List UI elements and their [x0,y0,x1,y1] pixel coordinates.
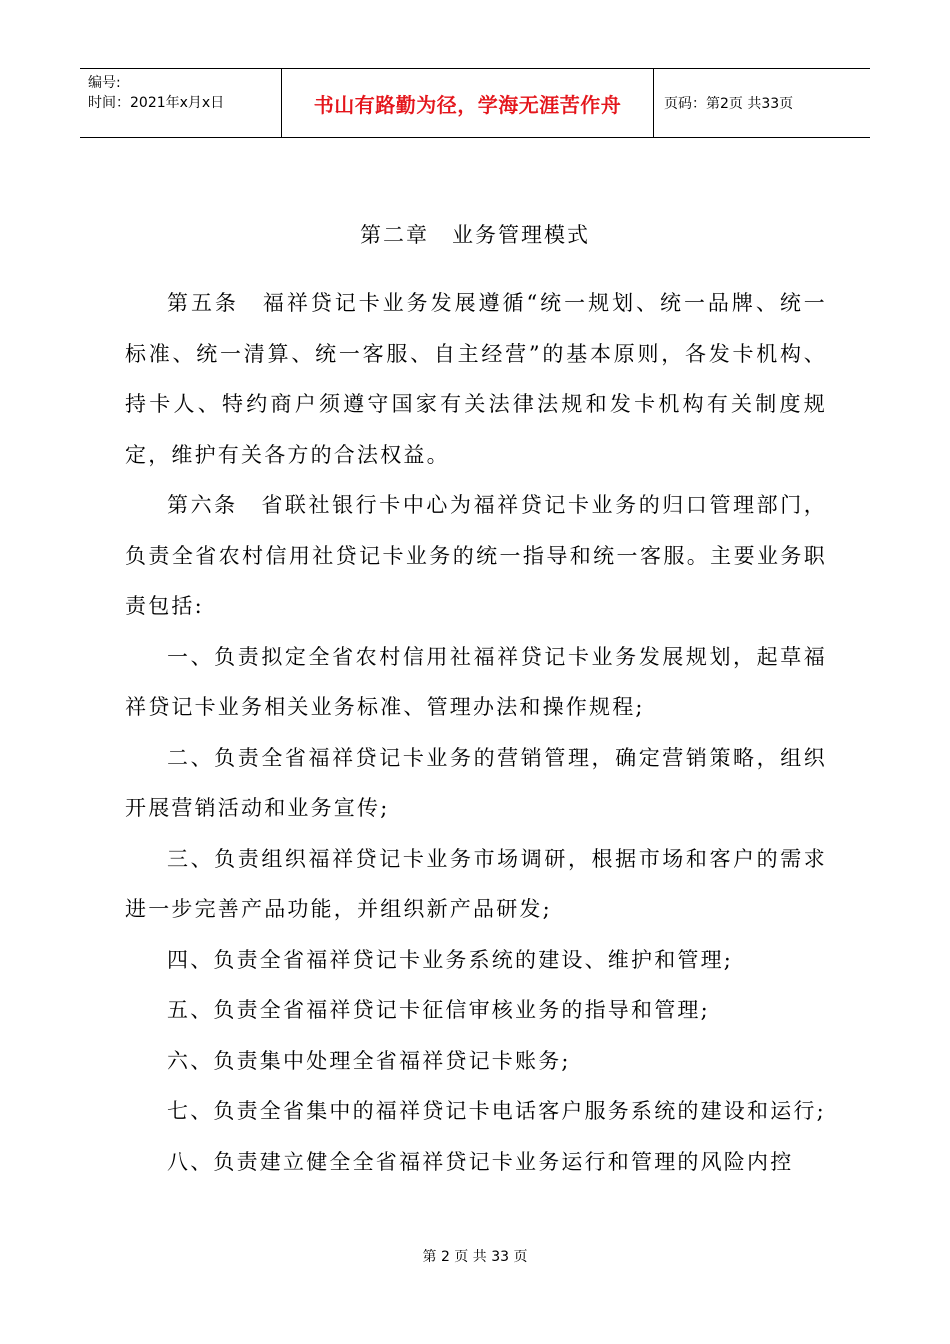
duty-item-3: 三、负责组织福祥贷记卡业务市场调研，根据市场和客户的需求进一步完善产品功能，并组织新产品研发; [125,846,827,921]
header-meta [80,69,282,137]
document-body [125,278,827,1187]
header-motto [282,69,654,137]
motto-text: 书山有路勤为径，学海无涯苦作舟 [313,92,622,117]
duty-item-6: 六、负责集中处理全省福祥贷记卡账务; [167,1048,571,1073]
duty-item-1: 一、负责拟定全省农村信用社福祥贷记卡业务发展规划，起草福祥贷记卡业务相关业务标准、管理办法和操作规程; [125,644,827,719]
article-6: 第六条 省联社银行卡中心为福祥贷记卡业务的归口管理部门，负责全省农村信用社贷记卡业务的统一指导和统一客服。主要业务职责包括: [125,493,827,618]
duty-item-5: 五、负责全省福祥贷记卡征信审核业务的指导和管理; [167,998,710,1022]
page-footer: 第 2 页 共 33 页 [422,1249,528,1265]
page-info-text: 页码：第2页 共33页 [664,96,794,112]
article-5: 第五条 福祥贷记卡业务发展遵循“统一规划、统一品牌、统一标准、统一清算、统一客服、自主经营”的基本原则，各发卡机构、持卡人、特约商户须遵守国家有关法律法规和发卡机构有关制度规定，维护有关各方的合法权益。 [125,291,827,467]
header-page-info [654,69,870,137]
duty-item-7: 七、负责全省集中的福祥贷记卡电话客户服务系统的建设和运行; [167,1099,826,1123]
number-label: 编号: [88,75,121,91]
duty-item-8: 八、负责建立健全全省福祥贷记卡业务运行和管理的风险内控 [167,1149,794,1174]
duty-item-4: 四、负责全省福祥贷记卡业务系统的建设、维护和管理; [167,947,734,972]
page-header [80,68,870,138]
time-label: 时间：2021年x月x日 [88,95,225,111]
duty-item-2: 二、负责全省福祥贷记卡业务的营销管理，确定营销策略，组织开展营销活动和业务宣传; [125,745,827,820]
chapter-title: 第二章 业务管理模式 [360,223,590,247]
